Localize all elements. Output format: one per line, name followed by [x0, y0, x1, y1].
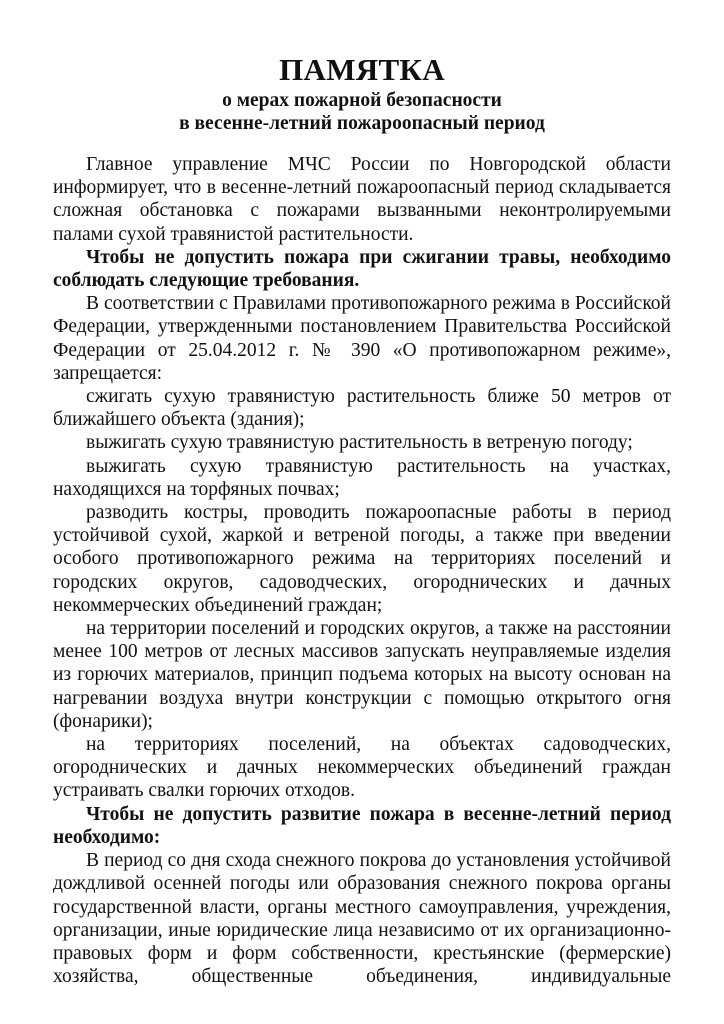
memo-page — [53, 52, 671, 988]
paragraph-prohibition-3: выжигать сухую травянистую растительность на участках, находящихся на торфяных почвах; — [53, 455, 671, 500]
memo-body — [53, 153, 671, 988]
paragraph-prohibition-4: разводить костры, проводить пожароопасные работы в период устойчивой сухой, жаркой и ветреной погоды, а также при введении особого противопожарного режима на территориях поселений и городских округов, садоводческих, огороднических и дачных некоммерческих объединений граждан; — [53, 502, 671, 616]
paragraph-prohibition-6: на территориях поселений, на объектах садоводческих, огороднических и дачных некоммерческих объединений граждан устраивать свалки горючих отходов. — [53, 734, 671, 802]
paragraph-heading-requirements: Чтобы не допустить пожара при сжигании травы, необходимо соблюдать следующие требования. — [53, 246, 671, 292]
paragraph-period: В период со дня схода снежного покрова до установления устойчивой дождливой осенней погоды или образования снежного покрова органы государственной власти, органы местного самоуправления, учреждения, организации, иные юридические лица независимо от их организационно-правовых форм и форм собственности, крестьянские (фермерские) хозяйства, общественные объединения, индивидуальные — [53, 850, 671, 988]
paragraph-prohibition-5: на территории поселений и городских округов, а также на расстоянии менее 100 метров от лесных массивов запускать неуправляемые изделия из горючих материалов, принцип подъема которых на высоту основан на нагревании воздуха внутри конструкции с помощью открытого огня (фонарики); — [53, 618, 671, 732]
paragraph-regulation: В соответствии с Правилами противопожарного режима в Российской Федерации, утвержденными постановлением Правительства Российской Федерации от 25.04.2012 г. № 390 «О противопожарном режиме», запрещается: — [53, 293, 671, 384]
page-title: ПАМЯТКА — [279, 52, 445, 87]
paragraph-prohibition-2: выжигать сухую травянистую растительность в ветреную погоду; — [86, 432, 633, 454]
paragraph-intro: Главное управление МЧС России по Новгородской области информирует, что в весенне-летний пожароопасный период складывается сложная обстановка с пожарами вызванными неконтролируемыми палами сухой травянистой растительности. — [53, 154, 671, 245]
paragraph-heading-prevention: Чтобы не допустить развитие пожара в весенне-летний период необходимо: — [53, 803, 671, 848]
paragraph-prohibition-1: сжигать сухую травянистую растительность ближе 50 метров от ближайшего объекта (здания); — [53, 386, 671, 431]
subtitle-line-1: о мерах пожарной безопасности — [222, 90, 502, 111]
subtitle-line-2: в весенне-летний пожароопасный период — [179, 113, 545, 134]
